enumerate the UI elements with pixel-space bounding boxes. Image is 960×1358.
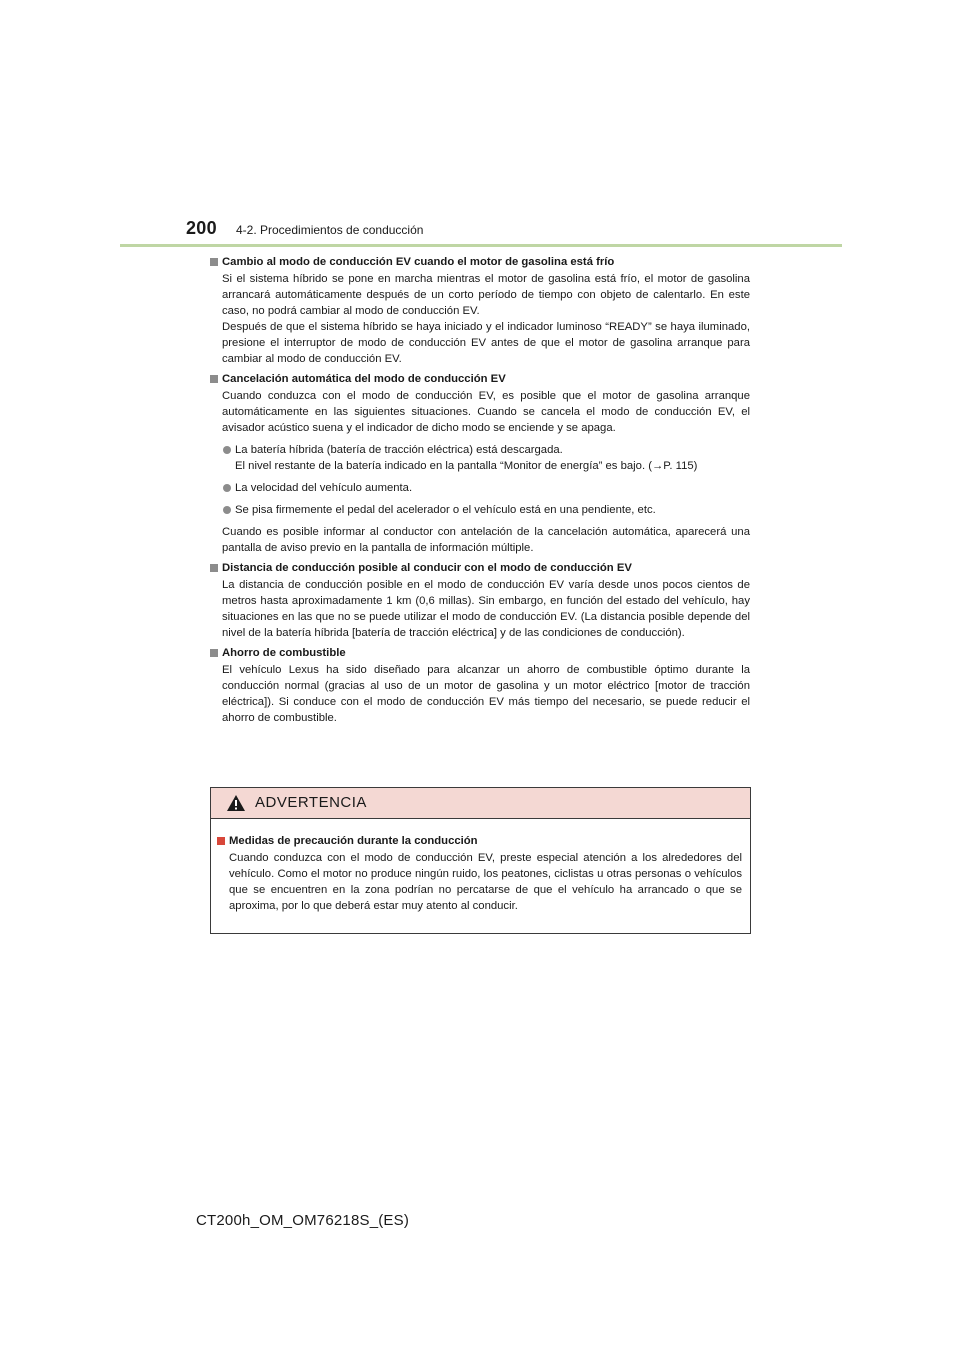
list-item (210, 480, 750, 496)
list-item-text: Se pisa firmemente el pedal del acelerador o el vehículo está en una pendiente, etc. (235, 504, 656, 516)
section-heading (210, 645, 750, 661)
section-auto-cancel (210, 371, 750, 556)
section-heading-text: Distancia de conducción posible al conducir con el modo de conducción EV (222, 562, 632, 574)
section-title: 4-2. Procedimientos de conducción (236, 223, 424, 237)
header-rule (120, 244, 842, 247)
list-item (210, 442, 750, 474)
warning-heading-text: Medidas de precaución durante la conducción (229, 835, 478, 847)
paragraph: Cuando conduzca con el modo de conducción EV, es posible que el motor de gasolina arranque automáticamente en las siguientes situaciones. Cuando se cancela el modo de conducción EV, el avisador acústico suena y el indicador de dicho modo se enciende y se apaga. (222, 390, 750, 434)
paragraph: Después de que el sistema híbrido se haya iniciado y el indicador luminoso “READY” se haya iluminado, presione el interruptor de modo de conducción EV antes de que el motor de gasolina arranque para cambiar al modo de conducción EV. (222, 321, 750, 365)
square-bullet-icon (210, 564, 218, 572)
round-bullet-icon (223, 446, 231, 454)
paragraph: Cuando es posible informar al conductor con antelación de la cancelación automática, aparecerá una pantalla de aviso previo en la pantalla de información múltiple. (222, 526, 750, 554)
warning-heading (217, 833, 742, 849)
paragraph: La distancia de conducción posible en el modo de conducción EV varía desde unos pocos cientos de metros hasta aproximadamente 1 km (0,6 millas). Sin embargo, en función del estado del vehículo, hay situaciones en las que no se puede utilizar el modo de conducción EV. (La distancia posible depende del nivel de la batería híbrida [batería de tracción eléctrica] y de las condiciones de conducción). (222, 579, 750, 639)
square-bullet-icon (210, 375, 218, 383)
warning-box (210, 787, 751, 934)
section-heading-text: Cancelación automática del modo de conducción EV (222, 373, 506, 385)
section-fuel-economy (210, 645, 750, 726)
page-content (210, 254, 750, 730)
paragraph: El vehículo Lexus ha sido diseñado para alcanzar un ahorro de combustible óptimo durante la conducción normal (gracias al uso de un motor de gasolina y un motor eléctrico [motor de tracción eléctrica]). Si conduce con el modo de conducción EV más tiempo del necesario, se puede reducir el ahorro de combustible. (222, 664, 750, 724)
square-bullet-icon (217, 837, 225, 845)
section-heading (210, 560, 750, 576)
section-ev-cold-engine (210, 254, 750, 367)
round-bullet-icon (223, 506, 231, 514)
warning-triangle-icon (226, 794, 246, 812)
round-bullet-icon (223, 484, 231, 492)
square-bullet-icon (210, 258, 218, 266)
section-ev-distance (210, 560, 750, 641)
list-item-text: La batería híbrida (batería de tracción eléctrica) está descargada. (235, 444, 563, 456)
section-heading-text: Cambio al modo de conducción EV cuando el motor de gasolina está frío (222, 256, 615, 268)
doc-code: CT200h_OM_OM76218S_(ES) (196, 1212, 410, 1229)
warning-text: Cuando conduzca con el modo de conducción EV, preste especial atención a los alrededores del vehículo. Como el motor no produce ningún ruido, los peatones, ciclistas u otras personas o vehículos que se encuentren en la zona podrían no percatarse de que el vehículo ha arrancado o que se aproxima, por lo que deberá estar muy atento al conducir. (229, 852, 742, 912)
square-bullet-icon (210, 649, 218, 657)
paragraph: Si el sistema híbrido se pone en marcha mientras el motor de gasolina está frío, el motor de gasolina arrancará automáticamente después de un corto período de tiempo con objeto de calentarlo. En este caso, no podrá cambiar al modo de conducción EV. (222, 273, 750, 317)
list-item-text: La velocidad del vehículo aumenta. (235, 482, 413, 494)
warning-header (211, 788, 750, 819)
page-number: 200 (186, 218, 217, 238)
section-heading (210, 254, 750, 270)
list-item (210, 502, 750, 518)
section-heading (210, 371, 750, 387)
warning-title: ADVERTENCIA (255, 794, 367, 811)
warning-body (211, 819, 750, 914)
section-heading-text: Ahorro de combustible (222, 647, 346, 659)
list-item-text: El nivel restante de la batería indicado en la pantalla “Monitor de energía” es bajo. (→P. 115) (235, 460, 698, 472)
